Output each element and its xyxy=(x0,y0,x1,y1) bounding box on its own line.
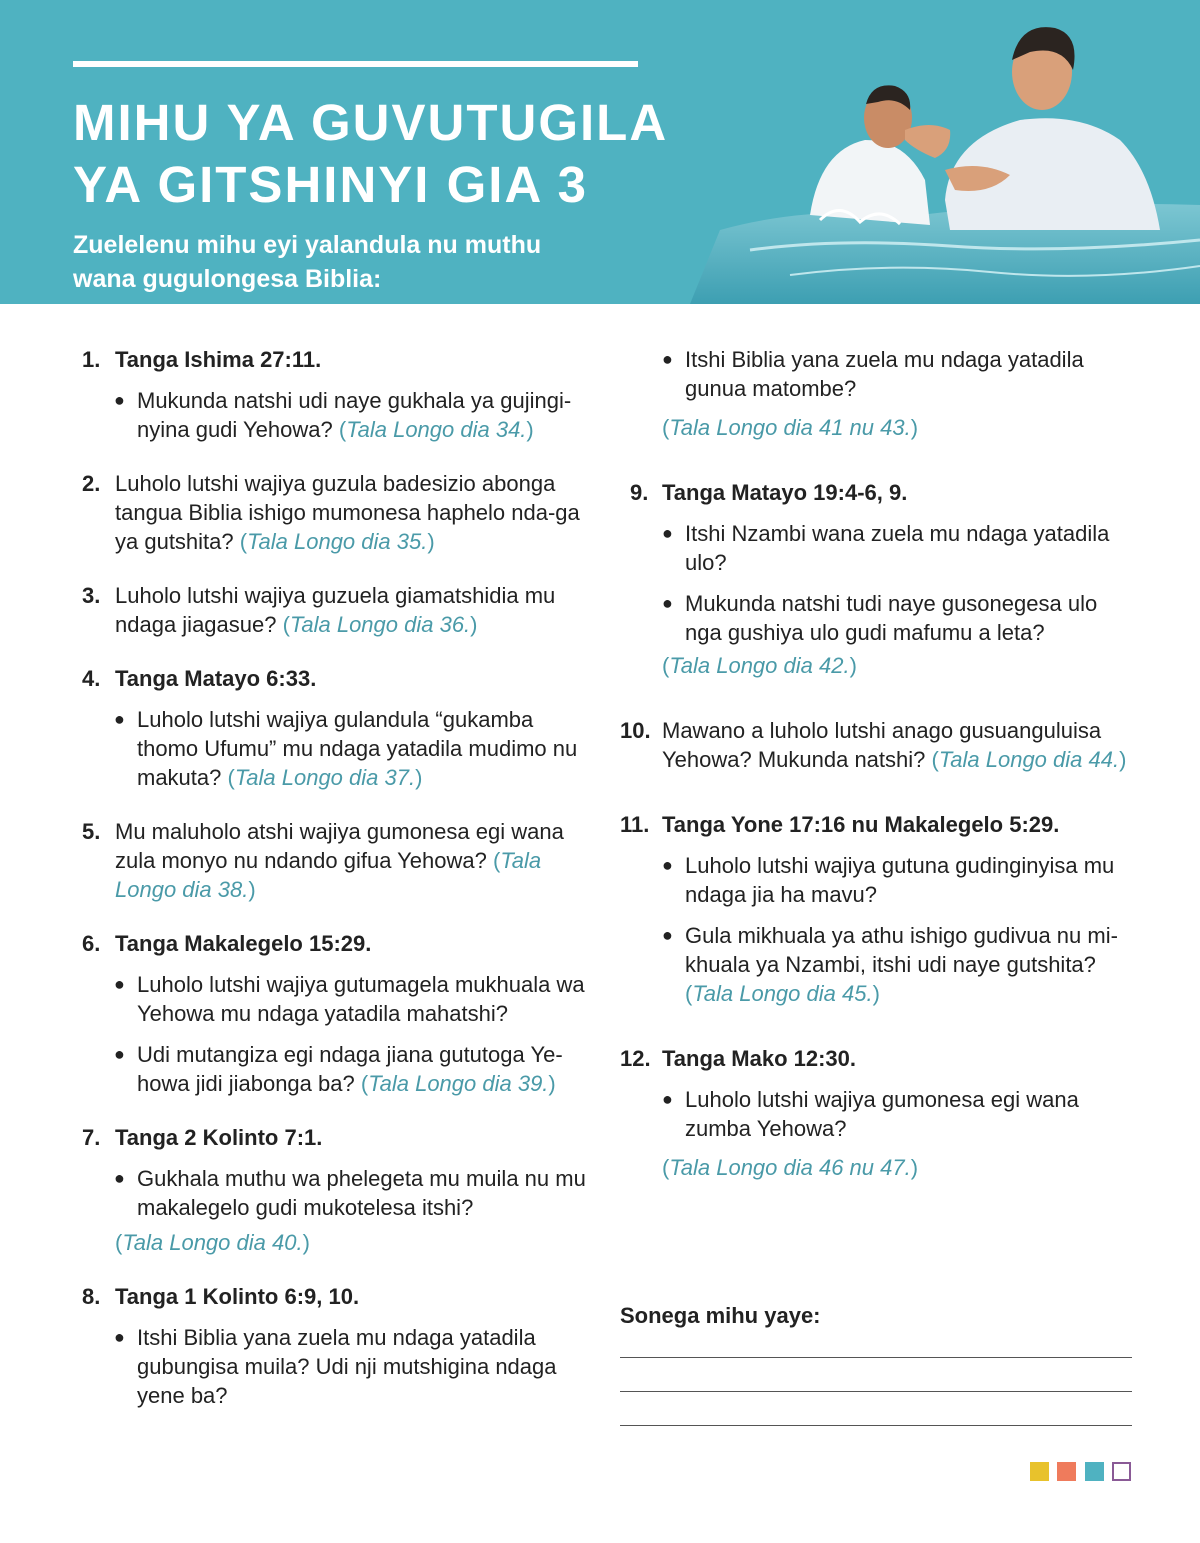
bullet-text: Gula mikhuala ya athu ishigo gudivua nu mi-khuala ya Nzambi, itshi udi naye gutshita? xyxy=(685,923,1118,977)
decor-square-outline xyxy=(1112,1462,1131,1481)
question-text: Luholo lutshi wajiya guzula badesizio abonga tangua Biblia ishigo mumonesa haphelo nda-ga ya gutshita? (Tala Longo dia 35.) xyxy=(115,471,580,554)
question-text: Tanga Matayo 19:4-6, 9. xyxy=(662,480,908,505)
question-number: 6. xyxy=(82,931,101,956)
reference-link[interactable]: (Tala Longo dia 42.) xyxy=(662,653,857,678)
reference-link[interactable]: (Tala Longo dia 45.) xyxy=(685,981,880,1006)
reference-link[interactable]: (Tala Longo dia 37.) xyxy=(227,765,423,790)
question-text: Luholo lutshi wajiya guzuela giamatshidia mu ndaga jiagasue? (Tala Longo dia 36.) xyxy=(115,583,556,637)
reference-link[interactable]: (Tala Longo dia 40.) xyxy=(115,1230,310,1255)
question-3 xyxy=(82,581,592,639)
bullet-item xyxy=(620,345,1135,403)
bullet-item xyxy=(620,589,1135,647)
question-text: Tanga 1 Kolinto 6:9, 10. xyxy=(115,1284,360,1309)
reference-link[interactable]: (Tala Longo dia 38.) xyxy=(115,848,542,902)
reference-link[interactable]: (Tala Longo dia 36.) xyxy=(282,612,478,637)
bullet-text: Itshi Nzambi wana zuela mu ndaga yatadila ulo? xyxy=(685,521,1110,575)
baptism-illustration xyxy=(690,0,1200,304)
question-text: Tanga Mako 12:30. xyxy=(662,1046,856,1071)
bullet-text: Itshi Biblia yana zuela mu ndaga yatadila gubungisa muila? Udi nji mutshigina ndaga yene ba? xyxy=(137,1325,557,1408)
question-12 xyxy=(620,1044,1135,1182)
bullet-text: Luholo lutshi wajiya gutuna gudinginyisa mu ndaga jia ha mavu? xyxy=(685,853,1115,907)
reference-link[interactable]: (Tala Longo dia 41 nu 43.) xyxy=(662,415,919,440)
question-9 xyxy=(620,478,1135,680)
decor-square-yellow xyxy=(1030,1462,1049,1481)
question-number: 8. xyxy=(82,1284,101,1309)
question-number: 3. xyxy=(82,583,101,608)
question-8 xyxy=(82,1282,592,1410)
question-number: 5. xyxy=(82,819,101,844)
question-text: Tanga Matayo 6:33. xyxy=(115,666,317,691)
bullet-item xyxy=(620,519,1135,577)
question-number: 9. xyxy=(630,480,649,505)
question-number: 12. xyxy=(620,1046,651,1071)
question-number: 11. xyxy=(620,812,650,837)
question-10 xyxy=(620,716,1135,774)
bullet-text: Luholo lutshi wajiya gulandula “gukamba thomo Ufumu” mu ndaga yatadila mudimo nu makuta? xyxy=(137,707,578,790)
question-text: Tanga Ishima 27:11. xyxy=(115,347,322,372)
question-11 xyxy=(620,810,1135,1008)
bullet-item xyxy=(82,386,592,444)
decor-square-orange xyxy=(1057,1462,1076,1481)
bullet-icon: ● xyxy=(114,1168,125,1188)
question-text: Mawano a luholo lutshi anago gusuanguluisa Yehowa? Mukunda natshi? (Tala Longo dia 44.) xyxy=(662,718,1127,772)
question-5 xyxy=(82,817,592,904)
bullet-icon: ● xyxy=(114,1327,125,1347)
questions-left-column xyxy=(82,345,592,1435)
header-banner xyxy=(0,0,1200,304)
page-subtitle: Zuelelenu mihu eyi yalandula nu muthu wana gugulongesa Biblia: xyxy=(73,231,542,293)
bullet-item xyxy=(620,851,1135,909)
reference-link[interactable]: (Tala Longo dia 46 nu 47.) xyxy=(662,1155,919,1180)
bullet-text: Luholo lutshi wajiya gumonesa egi wana zumba Yehowa? xyxy=(685,1087,1079,1141)
write-questions-label: Sonega mihu yaye: xyxy=(620,1303,821,1328)
bullet-item xyxy=(82,1323,592,1410)
write-line[interactable] xyxy=(620,1391,1132,1392)
bullet-item xyxy=(82,705,592,792)
question-4 xyxy=(82,664,592,792)
write-line[interactable] xyxy=(620,1357,1132,1358)
question-1 xyxy=(82,345,592,444)
bullet-icon: ● xyxy=(662,855,673,875)
bullet-icon: ● xyxy=(662,925,673,945)
bullet-text: Mukunda natshi tudi naye gusonegesa ulo nga gushiya ulo gudi mafumu a leta? xyxy=(685,591,1098,645)
bullet-text: Gukhala muthu wa phelegeta mu muila nu mu makalegelo gudi mukotelesa itshi? xyxy=(137,1166,586,1220)
reference-link[interactable]: (Tala Longo dia 35.) xyxy=(239,529,435,554)
bullet-icon: ● xyxy=(662,1089,673,1109)
bullet-item xyxy=(620,1085,1135,1143)
bullet-icon: ● xyxy=(662,593,673,613)
title-line-2: YA GITSHINYI GIA 3 xyxy=(73,156,588,213)
question-text: Tanga Yone 17:16 nu Makalegelo 5:29. xyxy=(662,812,1060,837)
bullet-item xyxy=(620,921,1135,1008)
header-rule xyxy=(73,61,638,67)
bullet-icon: ● xyxy=(114,709,125,729)
bullet-item xyxy=(82,1040,592,1098)
question-number: 10. xyxy=(620,718,651,743)
bullet-icon: ● xyxy=(662,349,673,369)
bullet-text: Udi mutangiza egi ndaga jiana gututoga Ye-howa jidi jiabonga ba? xyxy=(137,1042,563,1096)
question-text: Mu maluholo atshi wajiya gumonesa egi wana zula monyo nu ndando gifua Yehowa? (Tala Longo dia 38.) xyxy=(115,819,564,902)
bullet-icon: ● xyxy=(114,390,125,410)
question-6 xyxy=(82,929,592,1098)
decor-square-teal xyxy=(1085,1462,1104,1481)
question-text: Tanga 2 Kolinto 7:1. xyxy=(115,1125,323,1150)
write-line[interactable] xyxy=(620,1425,1132,1426)
question-7 xyxy=(82,1123,592,1257)
reference-link[interactable]: (Tala Longo dia 44.) xyxy=(931,747,1127,772)
reference-link[interactable]: (Tala Longo dia 34.) xyxy=(338,417,534,442)
bullet-icon: ● xyxy=(662,523,673,543)
question-number: 1. xyxy=(82,347,101,372)
page-title xyxy=(73,92,668,216)
question-text: Tanga Makalegelo 15:29. xyxy=(115,931,372,956)
questions-right-column xyxy=(620,345,1135,1207)
bullet-text: Mukunda natshi udi naye gukhala ya gujingi-nyina gudi Yehowa? xyxy=(137,388,572,442)
question-8-continued xyxy=(620,345,1135,442)
question-number: 4. xyxy=(82,666,101,691)
bullet-item xyxy=(82,970,592,1028)
bullet-text: Itshi Biblia yana zuela mu ndaga yatadila gunua matombe? xyxy=(685,347,1084,401)
reference-link[interactable]: (Tala Longo dia 39.) xyxy=(360,1071,556,1096)
bullet-item xyxy=(82,1164,592,1222)
title-line-1: MIHU YA GUVUTUGILA xyxy=(73,94,669,151)
bullet-icon: ● xyxy=(114,974,125,994)
question-number: 7. xyxy=(82,1125,101,1150)
question-number: 2. xyxy=(82,471,101,496)
bullet-text: Luholo lutshi wajiya gutumagela mukhuala wa Yehowa mu ndaga yatadila mahatshi? xyxy=(137,972,585,1026)
bullet-icon: ● xyxy=(114,1044,125,1064)
question-2 xyxy=(82,469,592,556)
